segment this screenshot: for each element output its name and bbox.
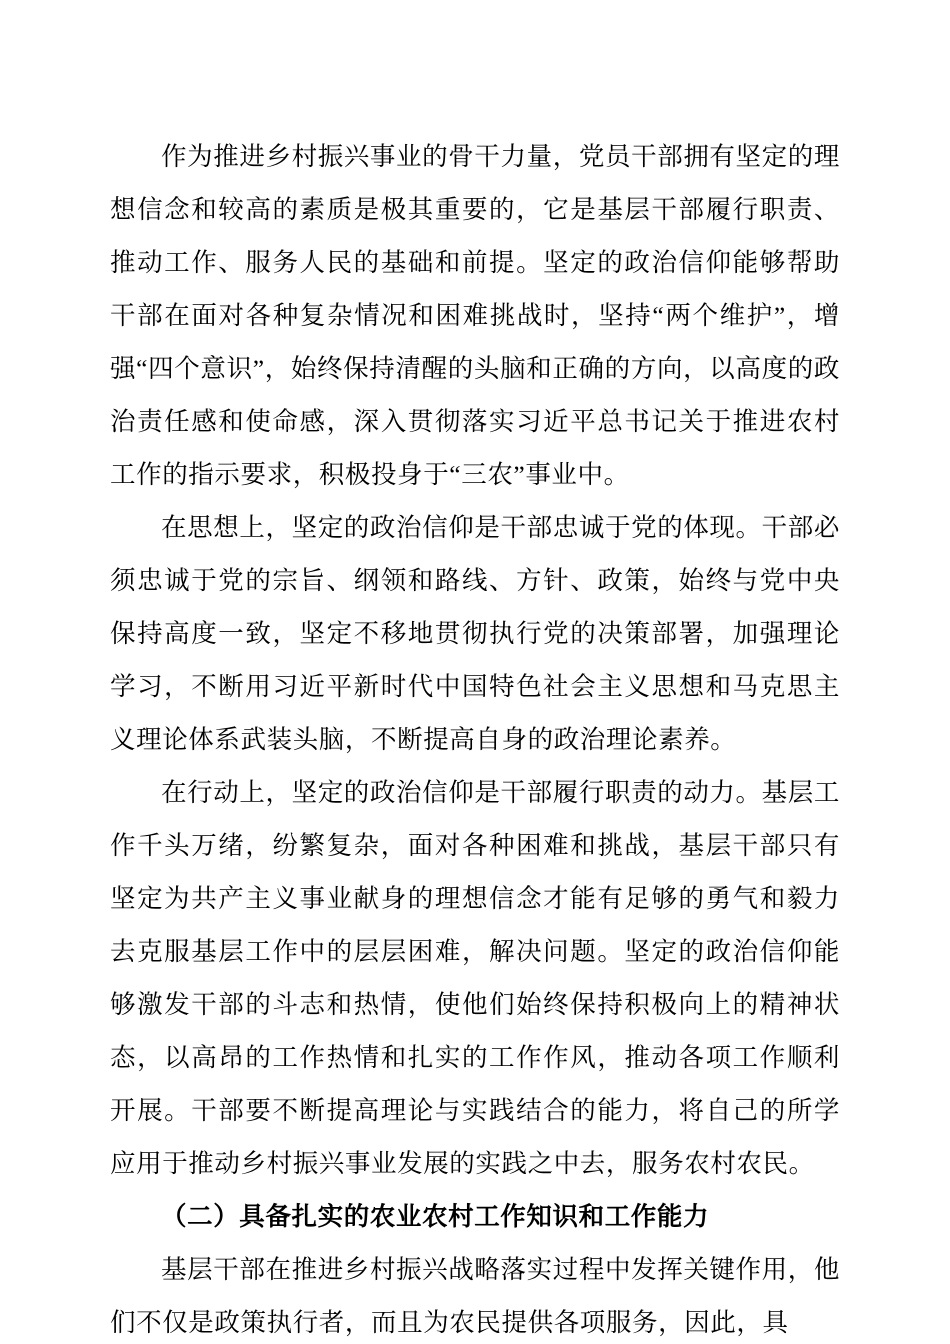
section-heading: （二）具备扎实的农业农村工作知识和工作能力 (161, 1202, 710, 1231)
paragraph-4: 基层干部在推进乡村振兴战略落实过程中发挥关键作用，他们不仅是政策执行者，而且为农民提供各项服务，因此，具 (110, 1255, 840, 1337)
paragraph-3: 在行动上，坚定的政治信仰是干部履行职责的动力。基层工作千头万绪，纷繁复杂，面对各种困难和挑战，基层干部只有坚定为共产主义事业献身的理想信念才能有足够的勇气和毅力去克服基层工作中的层层困难，解决问题。坚定的政治信仰能够激发干部的斗志和热情，使他们始终保持积极向上的精神状态，以高昂的工作热情和扎实的工作作风，推动各项工作顺利开展。干部要不断提高理论与实践结合的能力，将自己的所学应用于推动乡村振兴事业发展的实践之中去，服务农村农民。 (110, 778, 840, 1178)
document-body (110, 130, 840, 1344)
paragraph-2: 在思想上，坚定的政治信仰是干部忠诚于党的体现。干部必须忠诚于党的宗旨、纲领和路线、方针、政策，始终与党中央保持高度一致，坚定不移地贯彻执行党的决策部署，加强理论学习，不断用习近平新时代中国特色社会主义思想和马克思主义理论体系武装头脑，不断提高自身的政治理论素养。 (110, 513, 840, 754)
paragraph-1: 作为推进乡村振兴事业的骨干力量，党员干部拥有坚定的理想信念和较高的素质是极其重要的，它是基层干部履行职责、推动工作、服务人民的基础和前提。坚定的政治信仰能够帮助干部在面对各种复杂情况和困难挑战时，坚持“两个维护”，增强“四个意识”，始终保持清醒的头脑和正确的方向，以高度的政治责任感和使命感，深入贯彻落实习近平总书记关于推进农村工作的指示要求，积极投身于“三农”事业中。 (110, 142, 840, 489)
